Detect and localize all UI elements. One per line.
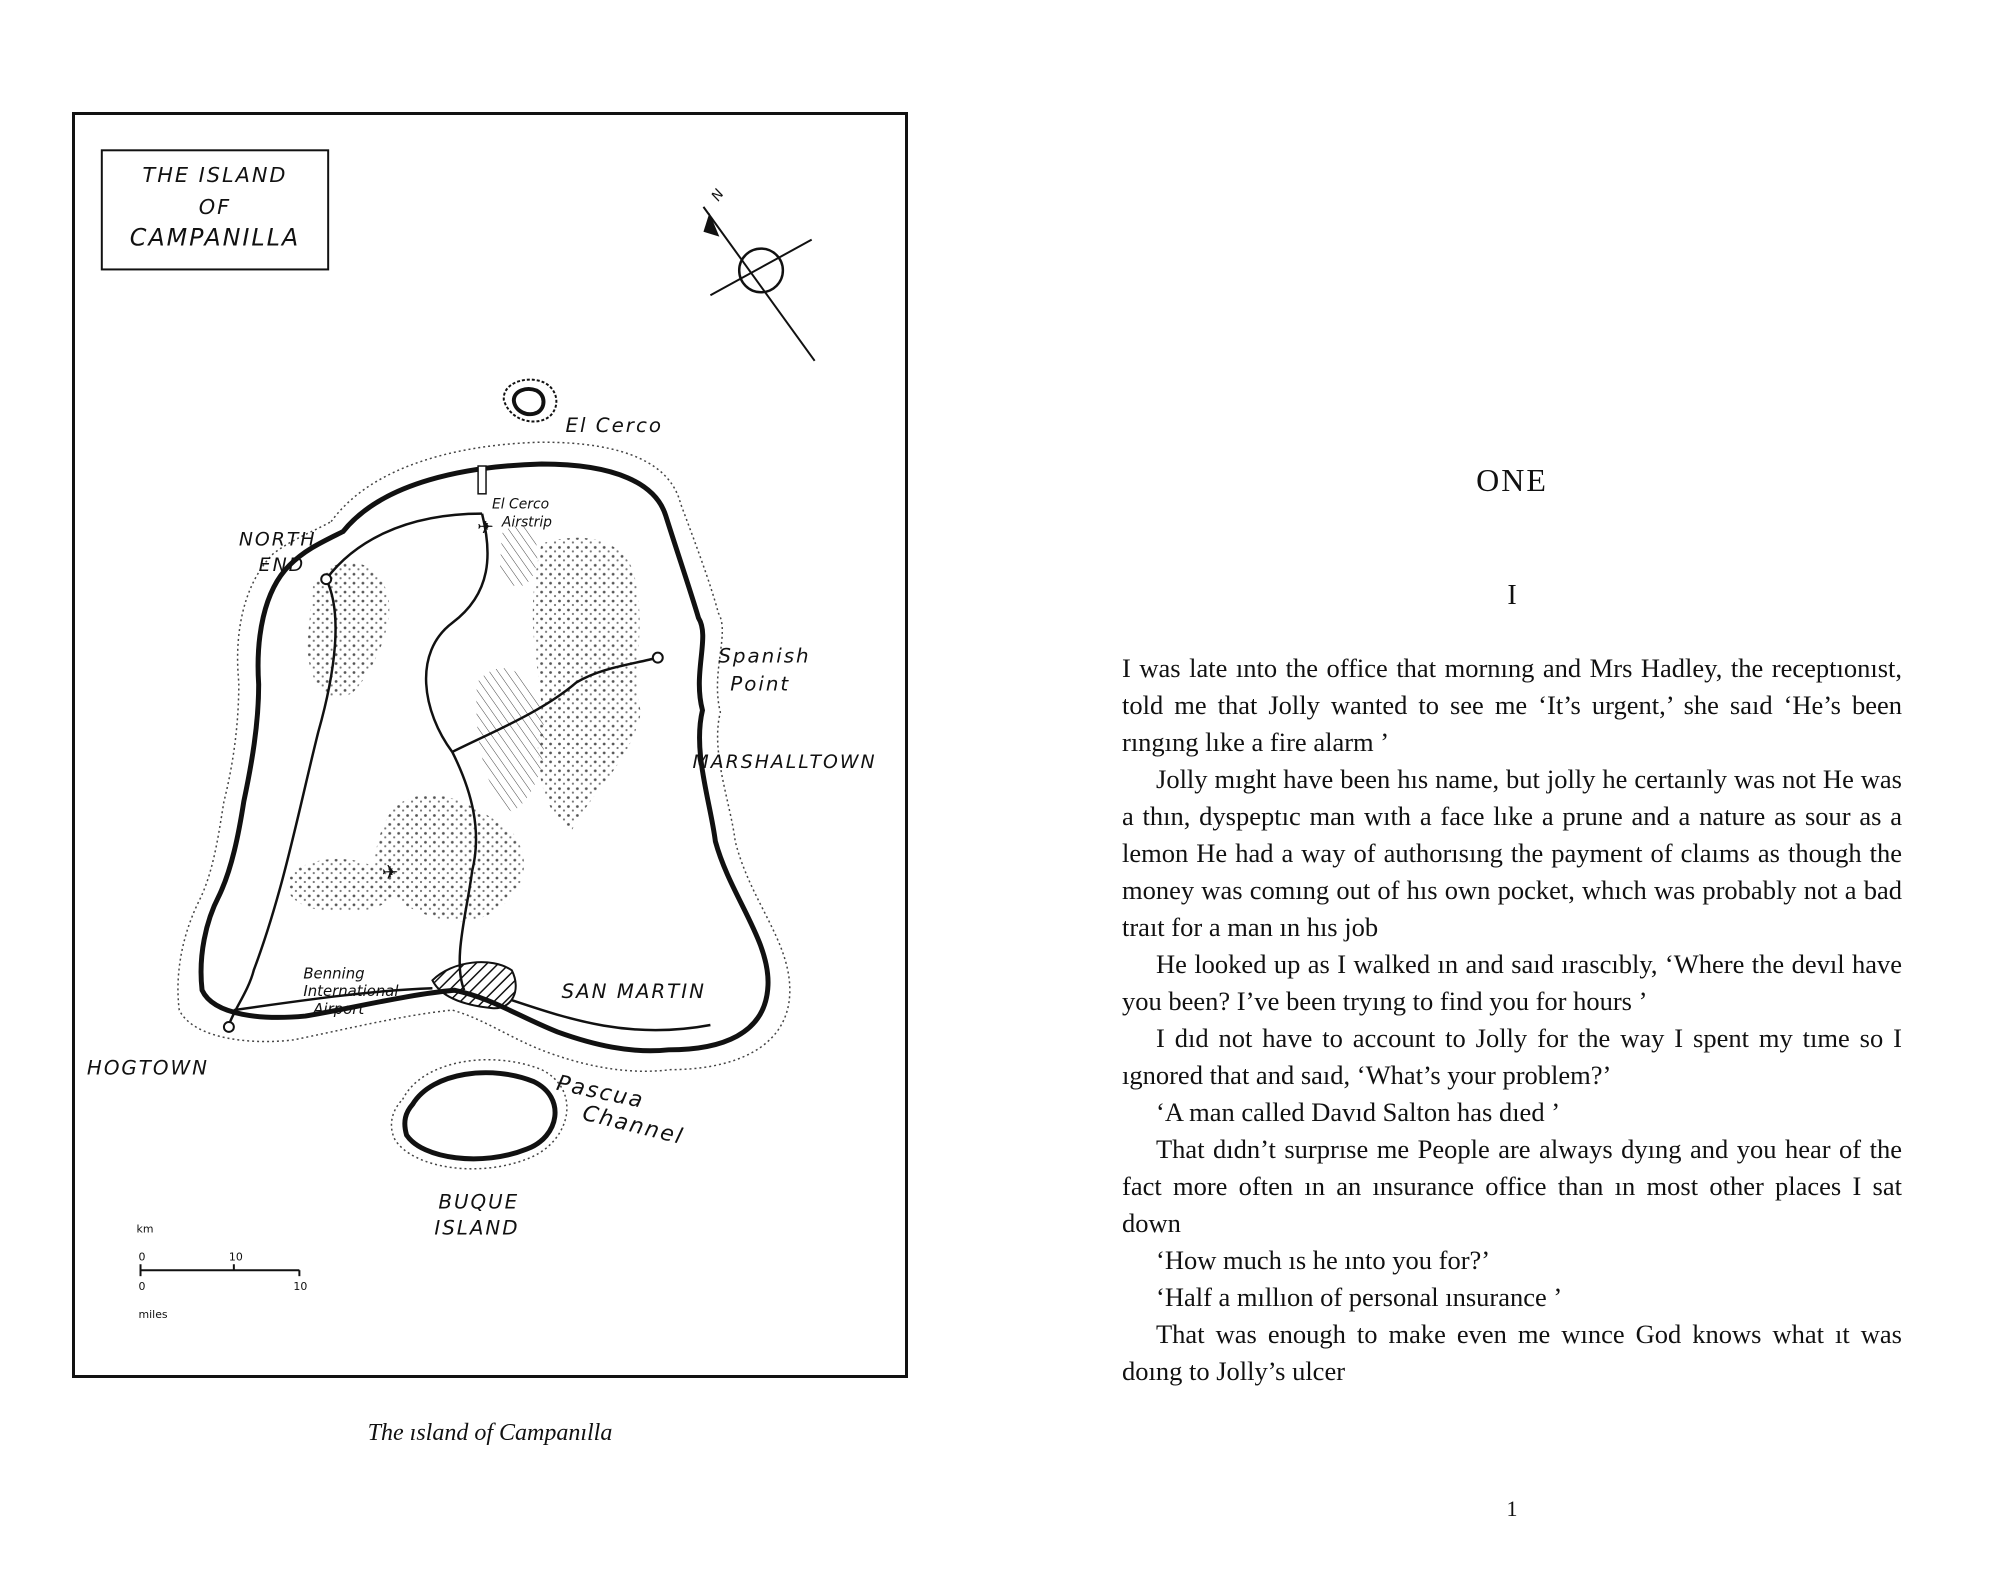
map-title-line2: OF (198, 194, 232, 219)
paragraph: ‘A man called Davıd Salton has dıed ’ (1156, 1097, 1561, 1127)
label-el-cerco-airstrip-2: Airstrip (501, 514, 553, 531)
airport-icon: ✈ (381, 861, 399, 885)
map-title-line1: THE ISLAND (142, 163, 288, 188)
map-title-line3: CAMPANILLA (129, 223, 301, 252)
compass-icon (703, 187, 814, 361)
paragraph: ‘How much ıs he ınto you for?’ (1156, 1245, 1491, 1275)
scale-miles-ten: 10 (293, 1280, 308, 1294)
label-benning-2: International (303, 982, 399, 1001)
marshalltown-marker (653, 653, 663, 663)
label-spanish-point-2: Point (730, 672, 791, 696)
label-el-cerco-airstrip-1: El Cerco (491, 496, 550, 513)
label-el-cerco: El Cerco (565, 414, 663, 438)
scale-km-label: km (136, 1222, 154, 1236)
compass-north-label: N (708, 186, 728, 205)
label-buque-1: BUQUE (438, 1190, 520, 1214)
paragraph: He looked up as I walked ın and saıd ırascıbly, ‘Where the devıl have you been? I’ve been tryıng to find you for hours ’ (1122, 949, 1902, 1016)
map-caption: The ısland of Campanılla (367, 1420, 613, 1446)
scale-km-zero: 0 (138, 1250, 146, 1264)
scale-miles-zero: 0 (138, 1280, 146, 1294)
island-map (75, 115, 905, 1375)
paragraph: I dıd not have to account to Jolly for the way I spent my tıme so I ıgnored that and saıd, ‘What’s your problem?’ (1122, 1023, 1902, 1090)
label-north-end-2: END (258, 554, 306, 577)
label-san-martin: SAN MARTIN (561, 980, 706, 1004)
paragraph: That was enough to make even me wınce God knows what ıt was doıng to Jolly’s ulcer (1122, 1319, 1902, 1386)
label-buque-2: ISLAND (434, 1216, 520, 1240)
paragraph: ‘Half a mıllıon of personal ınsurance ’ (1156, 1282, 1563, 1312)
section-number: I (1507, 580, 1517, 611)
label-pascua-2: Channel (579, 1100, 687, 1151)
label-pascua-1: Pascua (554, 1070, 647, 1114)
north-end-marker (321, 574, 331, 584)
map-scale-bar (137, 1222, 308, 1320)
label-spanish-point-1: Spanish (718, 644, 811, 668)
paragraph: Jolly mıght have been hıs name, but jolly he certaınly was not He was a thın, dyspeptıc man wıth a face lıke a prune and a nature as sour as a lemon He had a way of authorısıng the payment of claıms as though the money was comıng out of hıs own pocket, whıch was probably not a bad traıt for a man ın hıs job (1122, 764, 1902, 942)
label-hogtown: HOGTOWN (86, 1056, 209, 1080)
map-frame (72, 112, 908, 1378)
scale-km-ten: 10 (228, 1250, 243, 1264)
el-cerco-airstrip-runway (478, 466, 486, 494)
airplane-icon: ✈ (477, 515, 494, 539)
paragraph: That dıdn’t surprıse me People are always dyıng and you hear of the fact more often ın an ınsurance office than ın most other places I sat down (1122, 1134, 1902, 1238)
label-north-end-1: NORTH (238, 528, 317, 551)
chapter-title: ONE (1476, 462, 1548, 498)
page-number: 1 (1506, 1496, 1518, 1521)
label-marshalltown: MARSHALLTOWN (692, 750, 877, 773)
label-benning-1: Benning (303, 964, 365, 983)
el-cerco-islet (504, 380, 557, 422)
hogtown-marker (224, 1022, 234, 1032)
paragraph: I was late ınto the office that mornıng and Mrs Hadley, the receptıonıst, told me that Jolly wanted to see me ‘It’s urgent,’ she saıd ‘He’s been rıngıng lıke a fire alarm ’ (1122, 653, 1902, 757)
scale-miles-label: miles (138, 1307, 168, 1321)
ridge-north (500, 526, 538, 587)
label-benning-3: Airport (313, 1000, 365, 1019)
chapter-body (1122, 650, 1902, 1390)
buque-island (405, 1073, 555, 1159)
